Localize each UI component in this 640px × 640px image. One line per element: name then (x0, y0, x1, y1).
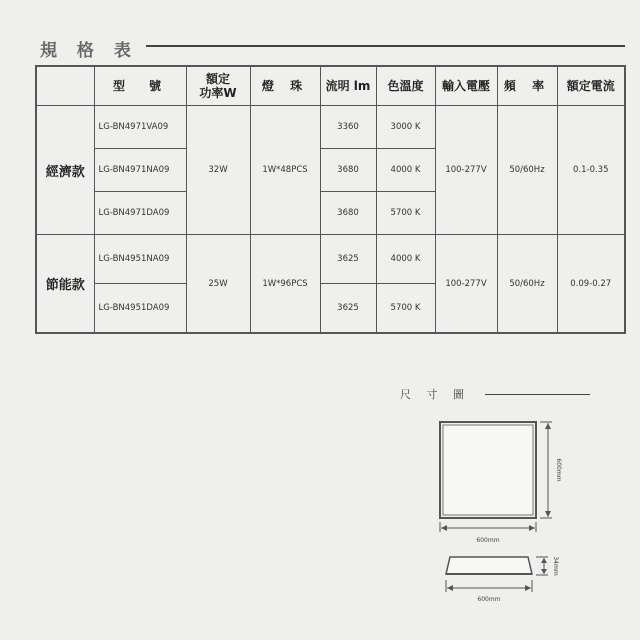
side-view-profile (446, 557, 532, 574)
flux-cell: 3625 (320, 284, 376, 334)
header-power-line2: 功率W (199, 86, 237, 100)
group-name: 經濟款 (36, 106, 94, 235)
group-name: 節能款 (36, 235, 94, 334)
freq-cell: 50/60Hz (497, 235, 557, 334)
side-width-label: 600mm (477, 596, 501, 603)
flux-cell: 3680 (320, 149, 376, 192)
freq-cell: 50/60Hz (497, 106, 557, 235)
cct-cell: 5700 K (376, 284, 435, 334)
voltage-cell: 100-277V (435, 106, 497, 235)
model-cell: LG-BN4951DA09 (94, 284, 186, 334)
front-height-label: 600mm (555, 458, 562, 482)
model-cell: LG-BN4951NA09 (94, 235, 186, 284)
header-flux: 流明 lm (320, 66, 376, 106)
dimension-title: 尺 寸 圖 (400, 388, 470, 401)
current-cell: 0.09-0.27 (557, 235, 625, 334)
voltage-cell: 100-277V (435, 235, 497, 334)
led-cell: 1W*96PCS (250, 235, 320, 334)
cct-cell: 4000 K (376, 235, 435, 284)
header-power-line1: 額定 (205, 72, 230, 86)
flux-cell: 3680 (320, 192, 376, 235)
header-current: 額定電流 (557, 66, 625, 106)
flux-cell: 3625 (320, 235, 376, 284)
model-cell: LG-BN4971VA09 (94, 106, 186, 149)
flux-cell: 3360 (320, 106, 376, 149)
header-voltage: 輸入電壓 (435, 66, 497, 106)
header-led: 燈 珠 (250, 66, 320, 106)
header-cct: 色溫度 (376, 66, 435, 106)
front-height-dimension (540, 422, 552, 518)
cct-cell: 5700 K (376, 192, 435, 235)
cct-cell: 4000 K (376, 149, 435, 192)
header-model: 型 號 (94, 66, 186, 106)
front-width-dimension (440, 522, 536, 532)
side-height-dimension (536, 557, 548, 575)
model-cell: LG-BN4971DA09 (94, 192, 186, 235)
page-title: 規 格 表 (40, 41, 138, 61)
led-cell: 1W*48PCS (250, 106, 320, 235)
power-cell: 25W (186, 235, 250, 334)
power-cell: 32W (186, 106, 250, 235)
side-width-dimension (446, 580, 532, 592)
model-cell: LG-BN4971NA09 (94, 149, 186, 192)
side-height-label: 34mm (552, 556, 559, 576)
current-cell: 0.1-0.35 (557, 106, 625, 235)
header-freq: 頻 率 (497, 66, 557, 106)
front-view-inner (443, 425, 533, 515)
front-width-label: 600mm (476, 537, 500, 544)
cct-cell: 3000 K (376, 106, 435, 149)
